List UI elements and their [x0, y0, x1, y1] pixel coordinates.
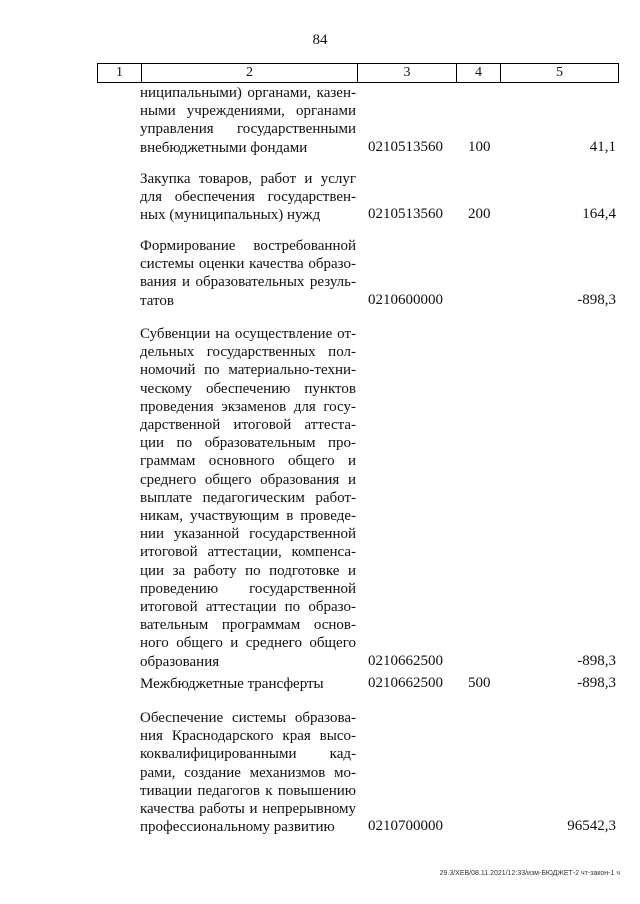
- description-line: рами, создание механизмов мо-: [140, 764, 356, 781]
- description-line: нии указанной государственной: [140, 526, 356, 543]
- page-number: 84: [312, 32, 328, 48]
- description-line: среднего общего образования и: [140, 471, 356, 488]
- description-line: профессиональному развитию: [140, 819, 335, 836]
- description-line: итоговой аттестации, компенса-: [140, 544, 356, 561]
- row-code: 0210700000: [368, 818, 443, 835]
- row-code: 0210662500: [368, 675, 443, 691]
- row-amount: -898,3: [577, 675, 616, 691]
- description-line: вательным программам основ-: [140, 617, 356, 634]
- description-line: ния Краснодарского края высо-: [140, 728, 356, 745]
- description-line: системы оценки качества образо-: [140, 256, 356, 273]
- table-header: [97, 63, 619, 83]
- description-line: внебюджетными фондами: [140, 139, 308, 156]
- description-line: граммам основного общего и: [140, 453, 356, 470]
- description-line: проведения экзаменов для госу-: [140, 398, 356, 415]
- row-description: [140, 325, 356, 671]
- description-line: коквалифицированными кад-: [140, 746, 356, 763]
- row-expense-type: 200: [468, 206, 491, 223]
- description-line: ниципальными) органами, казен-: [140, 85, 356, 101]
- description-line: ческому обеспечению пунктов: [140, 380, 356, 397]
- header-col-1: 1: [98, 64, 142, 82]
- description-line: дельных государственных пол-: [140, 344, 356, 361]
- description-line: управления государственными: [140, 121, 356, 138]
- description-line: номочий по материально-техни-: [140, 362, 356, 379]
- row-description: [140, 237, 356, 310]
- description-line: Обеспечение системы образова-: [140, 710, 356, 726]
- row-code: 0210600000: [368, 291, 443, 308]
- description-line: татов: [140, 292, 174, 309]
- row-amount: 96542,3: [567, 818, 616, 835]
- description-line: ции за работу по подготовке и: [140, 562, 356, 579]
- footer-stamp: 29.3/ХЕВ/08.11.2021/12:33/изм-БЮДЖЕТ-2 чт-закон-1 ч: [439, 870, 620, 877]
- description-line: итоговой аттестации по образо-: [140, 599, 356, 616]
- description-line: вания и образовательных резуль-: [140, 274, 356, 291]
- description-line: выплате педагогическим работ-: [140, 489, 356, 506]
- description-line: качества работы и непрерывному: [140, 801, 356, 818]
- description-line: образования: [140, 653, 220, 670]
- description-line: проведению государственной: [140, 580, 356, 597]
- header-col-5: 5: [556, 65, 563, 80]
- row-amount: 164,4: [582, 206, 616, 223]
- description-line: тивации педагогов к повышению: [140, 782, 356, 799]
- description-line: Закупка товаров, работ и услуг: [140, 171, 356, 187]
- description-line: никам, участвующим в проведе-: [140, 508, 356, 525]
- row-amount: 41,1: [589, 138, 616, 155]
- description-line: для обеспечения государствен-: [140, 189, 356, 206]
- row-description: [140, 675, 356, 693]
- description-line: ции по образовательным про-: [140, 435, 356, 452]
- header-col-2: 2: [142, 64, 358, 82]
- description-line: ных (муниципальных) нужд: [140, 207, 321, 224]
- row-description: [140, 170, 356, 225]
- description-line: ными учреждениями, органами: [140, 103, 356, 120]
- row-expense-type: 100: [468, 138, 491, 155]
- row-expense-type: 500: [468, 675, 491, 691]
- row-amount: -898,3: [577, 652, 616, 669]
- row-code: 0210513560: [368, 138, 443, 155]
- description-line: ного общего и среднего общего: [140, 635, 356, 652]
- header-col-4: 4: [457, 64, 501, 82]
- row-description: [140, 84, 356, 157]
- row-code: 0210513560: [368, 206, 443, 223]
- row-code: 0210662500: [368, 652, 443, 669]
- header-col-3: 3: [358, 64, 457, 82]
- description-line: Межбюджетные трансферты: [140, 676, 324, 692]
- row-amount: -898,3: [577, 291, 616, 308]
- description-line: Формирование востребованной: [140, 238, 356, 254]
- row-description: [140, 709, 356, 836]
- description-line: дарственной итоговой аттеста-: [140, 417, 356, 434]
- description-line: Субвенции на осуществление от-: [140, 326, 356, 342]
